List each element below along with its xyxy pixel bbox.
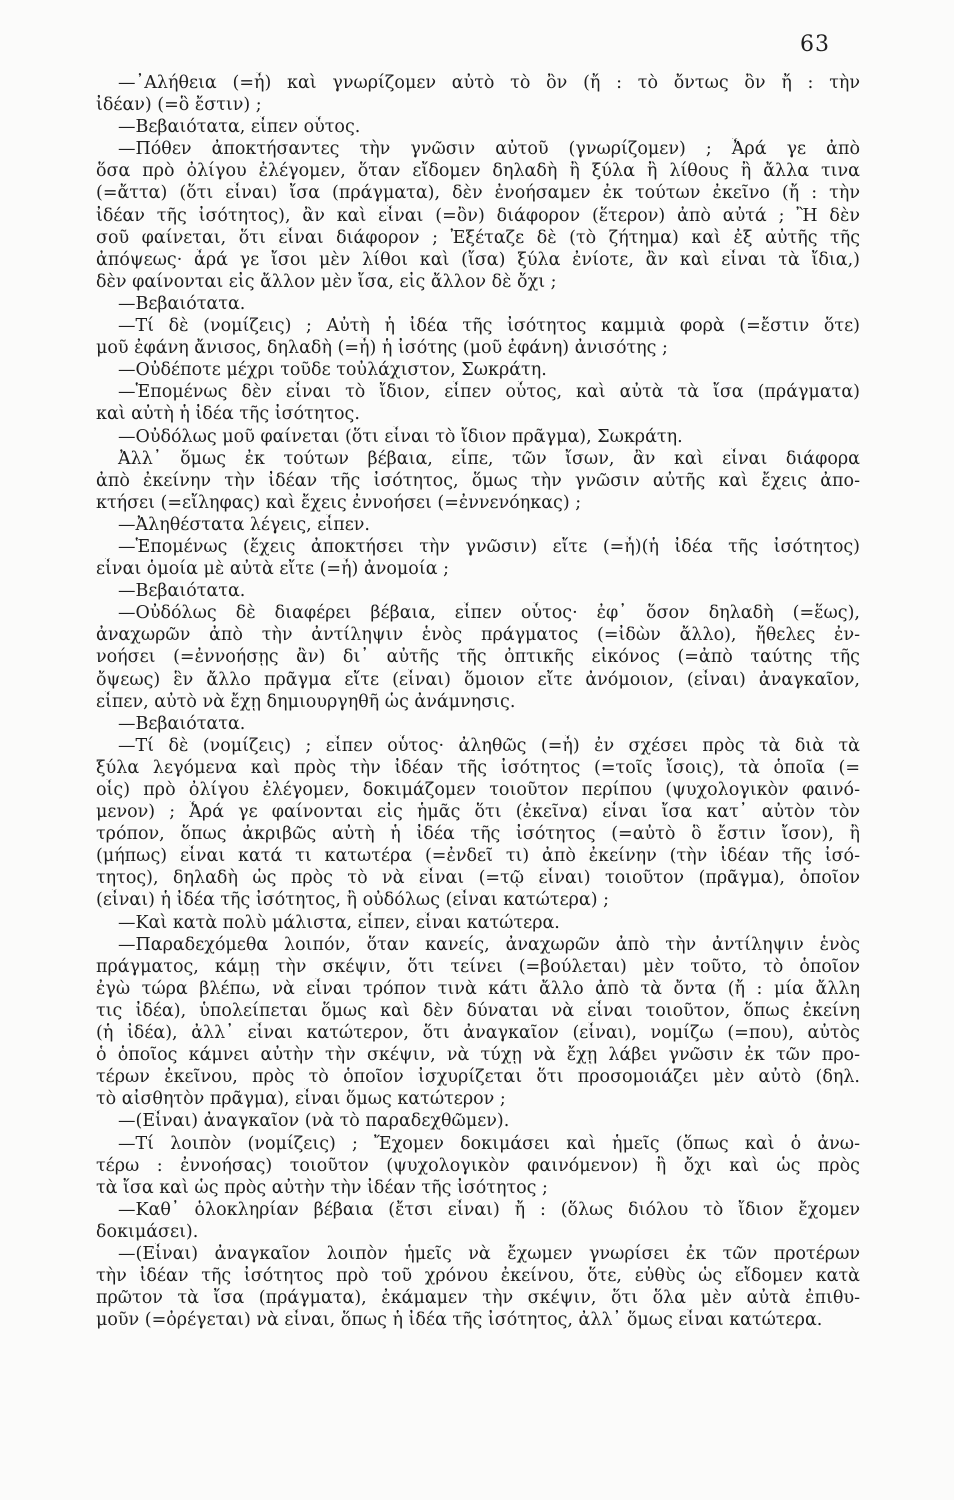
text-line: πρῶτον τὰ ἴσα (πράγματα), ἐκάμαμεν τὴν σκέψιν, ὅτι ὅλα μὲν αὐτὰ ἐπιθυ- bbox=[96, 1288, 860, 1309]
text-line: νοήσει (=ἐννοήσῃς ἂν) δι᾽ αὐτῆς τῆς ὀπτικῆς εἰκόνος (=ἀπὸ ταύτης τῆς bbox=[96, 647, 860, 668]
text-line: —Οὐδέποτε μέχρι τοῦδε τοὐλάχιστον, Σωκράτη. bbox=[118, 360, 547, 381]
text-line: —Πόθεν ἀποκτήσαντες τὴν γνῶσιν αὐτοῦ (γνωρίζομεν) ; Ἆρά γε ἀπὸ bbox=[118, 139, 860, 160]
text-line: —Βεβαιότατα, εἶπεν οὗτος. bbox=[118, 117, 361, 138]
text-line: τέρω : ἐννοήσας) τοιοῦτον (ψυχολογικὸν φαινόμενον) ἢ ὄχι καὶ ὡς πρὸς bbox=[96, 1155, 860, 1176]
text-line: —Τί λοιπὸν (νομίζεις) ; Ἔχομεν δοκιμάσει καὶ ἡμεῖς (ὅπως καὶ ὁ ἀνω- bbox=[118, 1133, 860, 1154]
text-line: μοῦ ἐφάνη ἄνισος, δηλαδὴ (=ἦ) ἡ ἰσότης (μοῦ ἐφάνη) ἀνισότης ; bbox=[96, 338, 668, 359]
text-line: —(Εἶναι) ἀναγκαῖον (νὰ τὸ παραδεχθῶμεν). bbox=[118, 1111, 510, 1132]
text-line: ὁ ὁποῖος κάμνει αὐτὴν τὴν σκέψιν, νὰ τύχῃ νὰ ἔχῃ λάβει γνῶσιν ἐκ τῶν προ- bbox=[96, 1045, 860, 1066]
text-line: —Τί δὲ (νομίζεις) ; εἶπεν οὗτος· ἀληθῶς (=ἦ) ἐν σχέσει πρὸς τὰ διὰ τὰ bbox=[118, 735, 860, 756]
text-line: —(Εἶναι) ἀναγκαῖον λοιπὸν ἡμεῖς νὰ ἔχωμεν γνωρίσει ἐκ τῶν προτέρων bbox=[118, 1243, 860, 1264]
text-line: Ἀλλ᾽ ὅμως ἐκ τούτων βέβαια, εἶπε, τῶν ἴσων, ἂν καὶ εἶναι διάφορα bbox=[118, 448, 860, 469]
text-line: ἀπὸ ἐκείνην τὴν ἰδέαν τῆς ἰσότητος, ὅμως τὴν γνῶσιν αὐτῆς καὶ ἔχεις ἀπο- bbox=[96, 470, 860, 491]
text-line: μοῦν (=ὀρέγεται) νὰ εἶναι, ὅπως ἡ ἰδέα τῆς ἰσότητος, ἀλλ᾽ ὅμως εἶναι κατώτερα. bbox=[96, 1310, 823, 1331]
text-line: —Οὐδόλως δὲ διαφέρει βέβαια, εἶπεν οὗτος· ἐφ᾽ ὅσον δηλαδὴ (=ἕως), bbox=[118, 603, 860, 624]
text-line: —᾽Αλήθεια (=ἦ) καὶ γνωρίζομεν αὐτὸ τὸ ὂν (ἤ : τὸ ὄντως ὂν ἤ : τὴν bbox=[118, 73, 860, 93]
text-line: ξύλα λεγόμενα καὶ πρὸς τὴν ἰδέαν τῆς ἰσότητος (=τοῖς ἴσοις), τὰ ὁποῖα (= bbox=[96, 757, 860, 778]
text-line: ὅσα πρὸ ὀλίγου ἐλέγομεν, ὅταν εἴδομεν δηλαδὴ ἢ ξύλα ἢ λίθους ἢ ἄλλα τινα bbox=[96, 161, 860, 182]
text-line: τέρων ἐκεῖνου, πρὸς τὸ ὁποῖον ἰσχυρίζεται ὅτι προσομοιάζει μὲν αὐτὸ (δηλ. bbox=[96, 1067, 860, 1088]
text-line: —Οὐδόλως μοῦ φαίνεται (ὅτι εἶναι τὸ ἴδιον πρᾶγμα), Σωκράτη. bbox=[118, 426, 683, 447]
text-line: ἰδέαν τῆς ἰσότητος), ἂν καὶ εἶναι (=ὂν) διάφορον (ἕτερον) ἀπὸ αὐτά ; Ἢ δὲν bbox=[96, 205, 860, 226]
text-line: τὰ ἴσα καὶ ὡς πρὸς αὐτὴν τὴν ἰδέαν τῆς ἰσότητος ; bbox=[96, 1177, 548, 1198]
text-line: —Ἑπομένως (ἔχεις ἀποκτήσει τὴν γνῶσιν) εἴτε (=ἦ)(ἡ ἰδέα τῆς ἰσότητος) bbox=[118, 536, 860, 557]
text-line: τις ἰδέα), ὑπολείπεται ὅμως καὶ δὲν δύναται νὰ εἶναι τοιοῦτον, ὅπως ἐκείνη bbox=[96, 1000, 860, 1021]
text-line: κτήσει (=εἴληφας) καὶ ἔχεις ἐννοήσει (=ἐννενόηκας) ; bbox=[96, 492, 582, 513]
page-number: 63 bbox=[800, 32, 830, 57]
text-line: —Ἑπομένως δὲν εἶναι τὸ ἴδιον, εἶπεν οὗτος, καὶ αὐτὰ τὰ ἴσα (πράγματα) bbox=[118, 382, 860, 403]
text-line: τὴν ἰδέαν τῆς ἰσότητος πρὸ τοῦ χρόνου ἐκείνου, ὅτε, εὐθὺς ὡς εἴδομεν κατὰ bbox=[96, 1266, 860, 1287]
text-line: τητος), δηλαδὴ ὡς πρὸς τὸ νὰ εἶναι (=τῷ εἶναι) τοιοῦτον (πρᾶγμα), ὁποῖον bbox=[96, 868, 860, 889]
text-line: μενον) ; Ἆρά γε φαίνονται εἰς ἡμᾶς ὅτι (ἐκεῖνα) εἶναι ἴσα κατ᾽ αὐτὸν τὸν bbox=[96, 802, 860, 823]
text-line: —Βεβαιότατα. bbox=[118, 581, 246, 602]
text-line: πράγματος, κάμῃ τὴν σκέψιν, ὅτι τείνει (=βούλεται) μὲν τοῦτο, τὸ ὁποῖον bbox=[96, 956, 860, 977]
text-line: —Καθ᾽ ὁλοκληρίαν βέβαια (ἔτσι εἶναι) ἤ : (ὅλως διόλου τὸ ἴδιον ἔχομεν bbox=[118, 1199, 860, 1220]
text-line: ὄψεως) ἓν ἄλλο πρᾶγμα εἴτε (εἶναι) ὅμοιον εἴτε ἀνόμοιον, (εἶναι) ἀναγκαῖον, bbox=[96, 669, 860, 690]
text-line: —Ἀληθέστατα λέγεις, εἶπεν. bbox=[118, 514, 370, 535]
text-line: —Βεβαιότατα. bbox=[118, 293, 246, 314]
text-line: εἶπεν, αὐτὸ νὰ ἔχῃ δημιουργηθῆ ὡς ἀνάμνησις. bbox=[96, 691, 516, 712]
text-line: τὸ αἰσθητὸν πρᾶγμα), εἶναι ὅμως κατώτερον ; bbox=[96, 1089, 506, 1110]
text-line: —Βεβαιότατα. bbox=[118, 713, 246, 734]
page-text bbox=[96, 72, 860, 1331]
text-line: τρόπον, ὅπως ἀκριβῶς αὐτὴ ἡ ἰδέα τῆς ἰσότητος (=αὐτὸ ὃ ἔστιν ἴσον), ἢ bbox=[96, 824, 860, 845]
text-line: δὲν φαίνονται εἰς ἄλλον μὲν ἴσα, εἰς ἄλλον δὲ ὄχι ; bbox=[96, 271, 557, 292]
text-line: (μήπως) εἶναι κατά τι κατωτέρα (=ἐνδεῖ τι) ἀπὸ ἐκείνην (τὴν ἰδέαν τῆς ἰσό- bbox=[96, 846, 860, 867]
text-line: (=ἄττα) (ὅτι εἶναι) ἴσα (πράγματα), δὲν ἐνοήσαμεν ἐκ τούτων ἐκεῖνο (ἤ : τὴν bbox=[96, 183, 860, 204]
text-line: σοῦ φαίνεται, ὅτι εἶναι διάφορον ; Ἐξέταζε δὲ (τὸ ζήτημα) καὶ ἐξ αὐτῆς τῆς bbox=[96, 227, 860, 248]
text-line: ἰδέαν) (=ὃ ἔστιν) ; bbox=[96, 95, 262, 116]
text-line: —Τί δὲ (νομίζεις) ; Αὐτὴ ἡ ἰδέα τῆς ἰσότητος καμμιὰ φορὰ (=ἔστιν ὅτε) bbox=[118, 316, 860, 337]
text-line: (εἶναι) ἡ ἰδέα τῆς ἰσότητος, ἢ οὐδόλως (εἶναι κατώτερα) ; bbox=[96, 890, 610, 911]
text-line: ἀναχωρῶν ἀπὸ τὴν ἀντίληψιν ἑνὸς πράγματος (=ἰδὼν ἄλλο), ἤθελες ἐν- bbox=[96, 625, 860, 646]
text-line: (ἡ ἰδέα), ἀλλ᾽ εἶναι κατώτερον, ὅτι ἀναγκαῖον (εἶναι), νομίζω (=που), αὐτὸς bbox=[96, 1023, 860, 1044]
text-line: οἷς) πρὸ ὀλίγου ἐλέγομεν, δοκιμάζομεν τοιοῦτον περίπου (ψυχολογικὸν φαινό- bbox=[96, 780, 860, 800]
text-line: —Παραδεχόμεθα λοιπόν, ὅταν κανείς, ἀναχωρῶν ἀπὸ τὴν ἀντίληψιν ἑνὸς bbox=[118, 934, 860, 955]
text-line: καὶ αὐτὴ ἡ ἰδέα τῆς ἰσότητος. bbox=[96, 404, 360, 425]
text-line: ἐγὼ τώρα βλέπω, νὰ εἶναι τρόπον τινὰ κάτι ἄλλο ἀπὸ τὰ ὄντα (ἤ : μία ἄλλη bbox=[96, 978, 860, 999]
text-line: δοκιμάσει). bbox=[96, 1221, 199, 1242]
text-line: —Καὶ κατὰ πολὺ μάλιστα, εἶπεν, εἶναι κατώτερα. bbox=[118, 912, 560, 933]
text-line: ἀπόψεως· ἆρά γε ἴσοι μὲν λίθοι καὶ (ἴσα) ξύλα ἐνίοτε, ἂν καὶ εἶναι τὰ ἴδια,) bbox=[96, 249, 860, 270]
text-line: εἶναι ὁμοία μὲ αὐτὰ εἴτε (=ἦ) ἀνομοία ; bbox=[96, 559, 449, 580]
